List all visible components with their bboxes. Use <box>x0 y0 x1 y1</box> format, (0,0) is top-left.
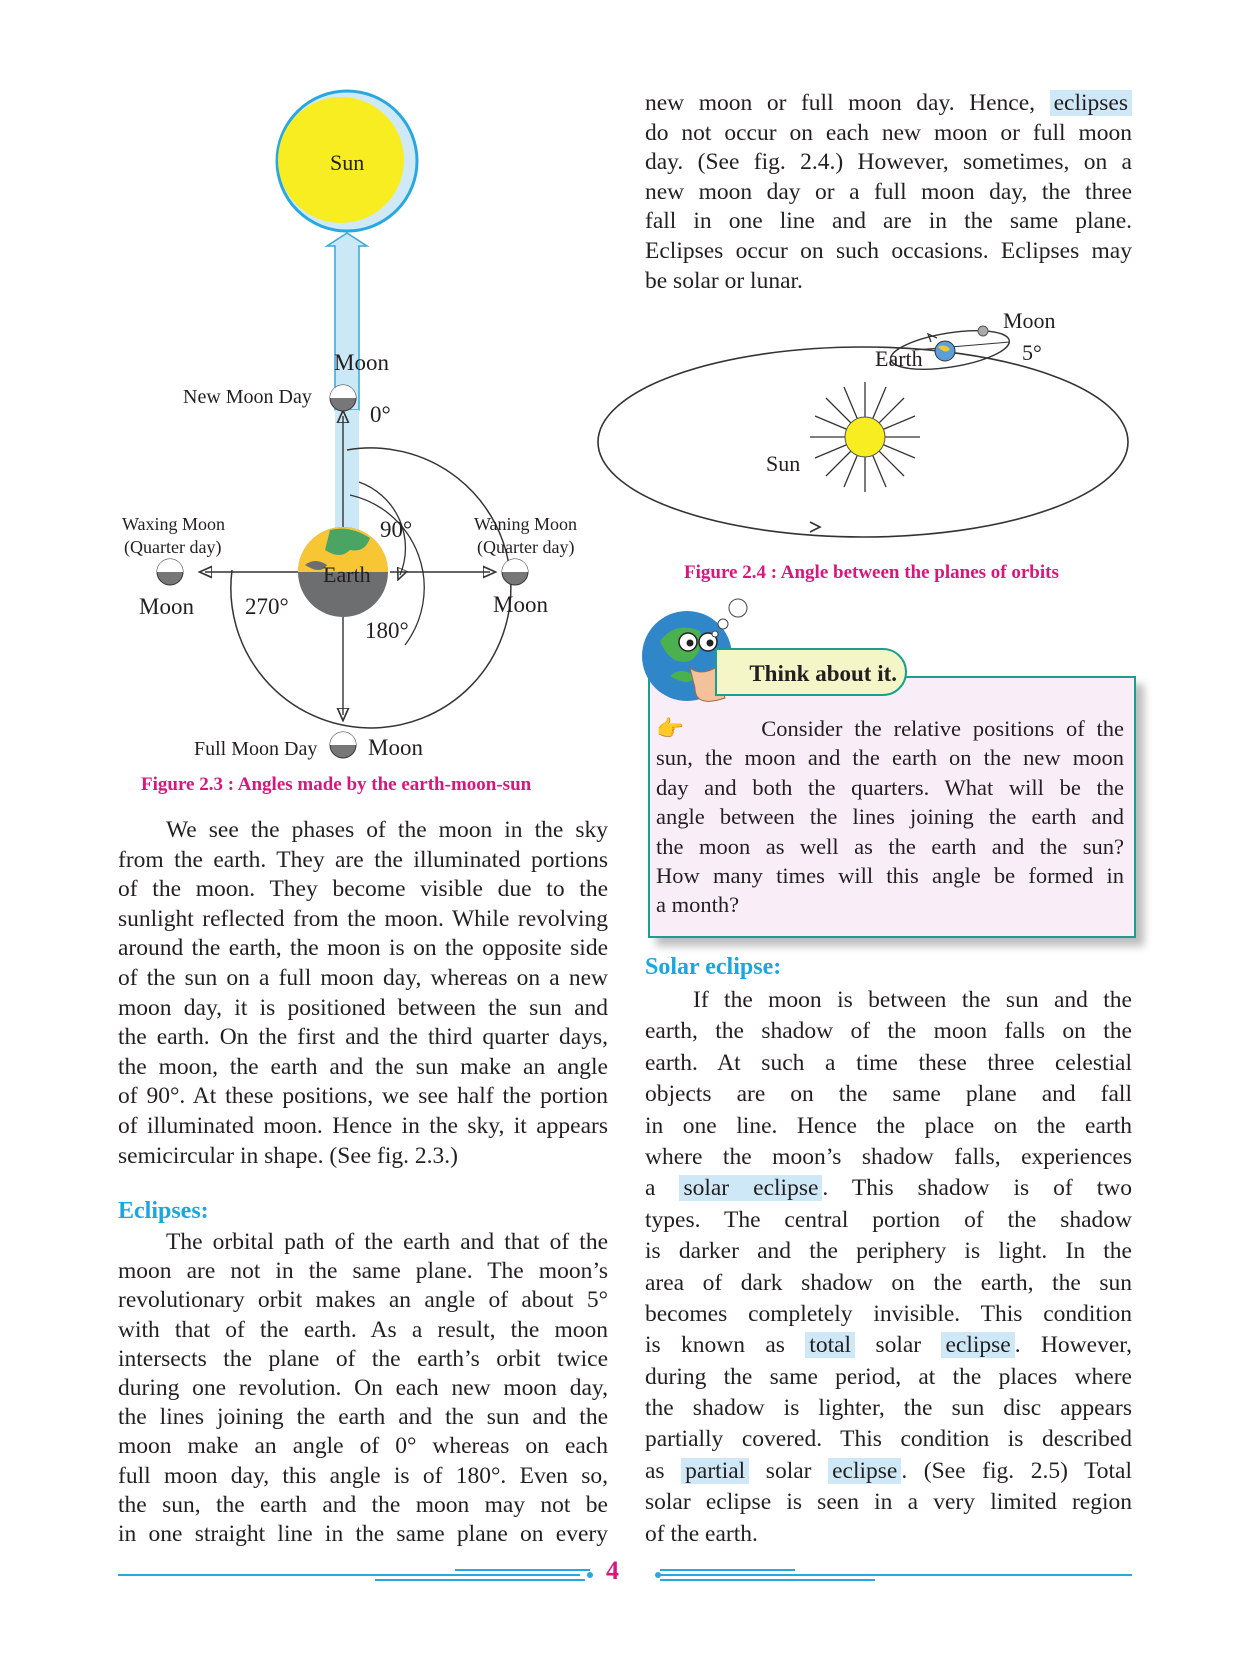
deg90-label: 90° <box>380 517 413 542</box>
text-line: objects are on the same plane and fall <box>645 1081 1132 1108</box>
think-about-it-title: Think about it. <box>715 648 907 696</box>
text-line: intersects the plane of the earth’s orbit twice <box>118 1345 608 1372</box>
sun-label: Sun <box>330 150 365 175</box>
highlight-eclipse-1: eclipse <box>941 1332 1014 1358</box>
text-line: in one straight line in the same plane on every <box>118 1520 608 1547</box>
solar-eclipse-paragraph: If the moon is between the sun and the earth, the shadow of the moon falls on the earth. At such a time these three celestial objects are on the same plane and fall in one line. Hence the place on the earth where the moon’s shadow falls, experiences a solar eclipse . This shadow is of two types. The central portion of the shadow is darker and the periphery is light. In the area of dark shadow on the earth, the sun becomes completely invisible. This condition is known as total solar eclipse . However, during the same period, at the places where the shadow is lighter, the sun disc appears partially covered. This condition is described as partial solar eclipse . (See fig. 2.5) Total solar eclipse is seen in a very limited region of the earth. <box>645 985 1132 1550</box>
left-paragraph-2 <box>118 1228 608 1549</box>
text-line: We see the phases of the moon in the sky <box>166 817 608 843</box>
highlight-eclipse-2: eclipse <box>828 1458 901 1484</box>
text-line: the earth. On the first and the third quarter days, <box>118 1024 608 1051</box>
deg5-label: 5° <box>1022 340 1042 365</box>
highlight-eclipses: eclipses <box>1050 90 1132 116</box>
text-line: How many times will this angle be formed in <box>656 862 1124 888</box>
left-paragraph-1 <box>118 816 608 1171</box>
text-line: becomes completely invisible. This condition <box>645 1300 1132 1327</box>
text-line: do not occur on each new moon or full moon <box>645 119 1132 146</box>
text-line: with that of the earth. As a result, the moon <box>118 1316 608 1343</box>
text-line: new moon day or a full moon day, the three <box>645 178 1132 205</box>
text-line: during the same period, at the places where <box>645 1363 1132 1390</box>
text-line: of the sun on a full moon day, whereas on a new <box>118 964 608 991</box>
sun-label: Sun <box>766 451 801 476</box>
highlight-solar-eclipse: solar eclipse <box>679 1175 822 1201</box>
moon-waxing <box>157 559 183 585</box>
moon-label-top: Moon <box>334 350 389 375</box>
text-line: Eclipses occur on such occasions. Eclipses may <box>645 237 1132 264</box>
waning-label-1: Waning Moon <box>474 514 578 534</box>
text-line: area of dark shadow on the earth, the sun <box>645 1269 1132 1296</box>
figure-2-4 <box>590 295 1140 545</box>
footer-rule <box>110 1560 1140 1590</box>
moon-full <box>330 732 356 758</box>
text-line: If the moon is between the sun and the <box>693 987 1132 1013</box>
highlight-total: total <box>805 1332 855 1358</box>
right-top-paragraph: new moon or full moon day. Hence, eclipses do not occur on each new moon or full moon day. (See fig. 2.4.) However, sometimes, on a new moon day or a full moon day, the three fall in one line and are in the same plane. Eclipses occur on such occasions. Eclipses may be solar or lunar. <box>645 89 1132 296</box>
text-line: partially covered. This condition is described <box>645 1426 1132 1453</box>
moon-waning <box>502 559 528 585</box>
text-line: earth, the shadow of the moon falls on the <box>645 1018 1132 1045</box>
text-line: is darker and the periphery is light. In the <box>645 1238 1132 1265</box>
waxing-label-2: (Quarter day) <box>124 537 222 557</box>
text-line: angle between the lines joining the earth and <box>656 804 1124 830</box>
waxing-label-1: Waxing Moon <box>122 514 226 534</box>
moon-label-bottom: Moon <box>368 735 423 760</box>
text-line: the moon as well as the earth and the sun? <box>656 833 1124 859</box>
figure-2-4-caption: Figure 2.4 : Angle between the planes of orbits <box>684 562 1059 583</box>
text-line: day and both the quarters. What will be the <box>656 774 1124 800</box>
text-line: moon day, it is positioned between the sun and <box>118 994 608 1021</box>
moon-label: Moon <box>1003 308 1056 333</box>
text-line: revolutionary orbit makes an angle of about 5° <box>118 1287 608 1314</box>
text-line: moon are not in the same plane. The moon’s <box>118 1258 608 1285</box>
deg180-label: 180° <box>365 618 409 643</box>
moon-new <box>330 385 356 411</box>
text-line: The orbital path of the earth and that of the <box>166 1229 608 1255</box>
text-line: where the moon’s shadow falls, experiences <box>645 1143 1132 1170</box>
figure-2-3-caption: Figure 2.3 : Angles made by the earth-moon-sun <box>141 774 532 795</box>
think-about-it-text: 👉 Consider the relative positions of the sun, the moon and the earth on the new moon day and both the quarters. What will be the angle between the lines joining the earth and the moon as well as the earth and the sun? How many times will this angle be formed in a month? <box>656 714 1124 920</box>
pointing-hand-icon: 👉 <box>656 716 691 741</box>
page-number: 4 <box>606 1556 619 1585</box>
earth-label: Earth <box>323 562 371 587</box>
deg270-label: 270° <box>245 594 289 619</box>
sun-small <box>845 417 885 457</box>
moon-label-left: Moon <box>139 594 194 619</box>
deg0-label: 0° <box>370 402 391 427</box>
text-line: types. The central portion of the shadow <box>645 1206 1132 1233</box>
text-line: the sun, the earth and the moon may not be <box>118 1491 608 1518</box>
text-line: earth. At such a time these three celestial <box>645 1049 1132 1076</box>
text-line: of the moon. They become visible due to the <box>118 876 608 903</box>
text-line: in one line. Hence the place on the earth <box>645 1112 1132 1139</box>
text-line: of the earth. <box>645 1520 758 1547</box>
full-moon-day-label: Full Moon Day <box>194 738 318 760</box>
text-line: day. (See fig. 2.4.) However, sometimes, on a <box>645 149 1132 176</box>
text-line: of illuminated moon. Hence in the sky, it appears <box>118 1112 608 1139</box>
highlight-partial: partial <box>681 1458 749 1484</box>
solar-eclipse-heading: Solar eclipse: <box>645 954 782 980</box>
text-line: a month? <box>656 892 740 918</box>
text-line: around the earth, the moon is on the opposite side <box>118 935 608 962</box>
text-line: be solar or lunar. <box>645 267 803 294</box>
moon-label-right: Moon <box>493 592 548 617</box>
text-line: the moon, the earth and the sun make an angle <box>118 1053 608 1080</box>
waning-label-2: (Quarter day) <box>477 537 575 557</box>
text-line: of 90°. At these positions, we see half the portion <box>118 1083 608 1110</box>
earth-label: Earth <box>875 346 923 371</box>
moon-small <box>978 326 988 336</box>
text-line: moon make an angle of 0° whereas on each <box>118 1433 608 1460</box>
text-line: semicircular in shape. (See fig. 2.3.) <box>118 1142 458 1169</box>
eclipses-heading: Eclipses: <box>118 1198 209 1224</box>
text-line: solar eclipse is seen in a very limited region <box>645 1489 1132 1516</box>
text-line: sunlight reflected from the moon. While revolving <box>118 905 608 932</box>
text-line: fall in one line and are in the same plane. <box>645 208 1132 235</box>
text-line: the lines joining the earth and the sun and the <box>118 1404 608 1431</box>
figure-2-3 <box>100 90 600 760</box>
text-line: from the earth. They are the illuminated portions <box>118 846 608 873</box>
new-moon-day-label: New Moon Day <box>183 386 312 408</box>
text-line: full moon day, this angle is of 180°. Even so, <box>118 1462 608 1489</box>
text-line: sun, the moon and the earth on the new moon <box>656 745 1124 771</box>
sunlight-beam <box>327 233 367 410</box>
text-line: the shadow is lighter, the sun disc appears <box>645 1395 1132 1422</box>
text-line: during one revolution. On each new moon day, <box>118 1374 608 1401</box>
